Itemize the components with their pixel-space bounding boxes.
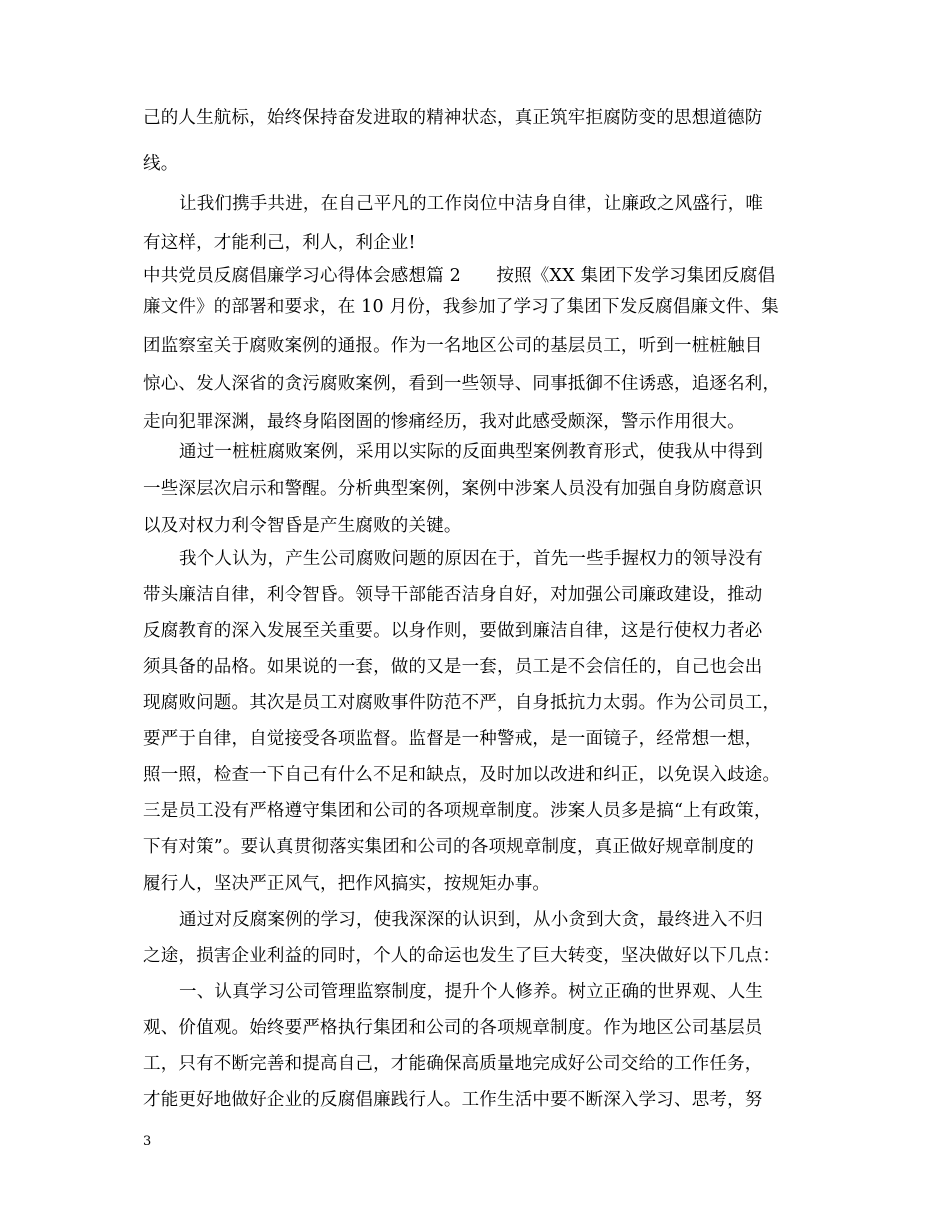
text-line: 照一照，检查一下自己有什么不足和缺点，及时加以改进和纠正，以免误入歧途。 [143, 765, 781, 785]
page-number: 3 [143, 1134, 152, 1149]
text-line: 观、价值观。始终要严格执行集团和公司的各项规章制度。作为地区公司基层员 [143, 1018, 763, 1038]
text-line: 之途，损害企业利益的同时，个人的命运也发生了巨大转变，坚决做好以下几点： [143, 946, 781, 966]
text-line: 己的人生航标，始终保持奋发进取的精神状态，真正筑牢拒腐防变的思想道德防 [143, 108, 763, 128]
text-line: 通过对反腐案例的学习，使我深深的认识到，从小贪到大贪，最终进入不归 [179, 910, 764, 930]
text-line: 现腐败问题。其次是员工对腐败事件防范不严，自身抵抗力太弱。作为公司员工， [143, 693, 781, 713]
text-line: 反腐教育的深入发展至关重要。以身作则，要做到廉洁自律，这是行使权力者必 [143, 621, 763, 641]
text-line: 三是员工没有严格遵守集团和公司的各项规章制度。涉案人员多是搞“上有政策， [143, 801, 772, 821]
text-line: 以及对权力利令智昏是产生腐败的关键。 [143, 516, 462, 536]
text-line: 走向犯罪深渊，最终身陷囹圄的惨痛经历，我对此感受颇深，警示作用很大。 [143, 412, 745, 432]
text-line: 带头廉洁自律，利令智昏。领导干部能否洁身自好，对加强公司廉政建设，推动 [143, 585, 763, 605]
text-line: 廉文件》的部署和要求，在 10 月份，我参加了学习了集团下发反腐倡廉文件、集 [143, 297, 779, 317]
text-line: 一、认真学习公司管理监察制度，提升个人修养。树立正确的世界观、人生 [179, 982, 764, 1002]
text-line: 须具备的品格。如果说的一套，做的又是一套，员工是不会信任的，自己也会出 [143, 657, 763, 677]
text-line: 通过一桩桩腐败案例，采用以实际的反面典型案例教育形式，使我从中得到 [179, 442, 764, 462]
text-line: 一些深层次启示和警醒。分析典型案例，案例中涉案人员没有加强自身防腐意识 [143, 479, 763, 499]
text-line: 要严于自律，自觉接受各项监督。监督是一种警戒，是一面镜子，经常想一想， [143, 729, 763, 749]
text-line: 下有对策”。要认真贯彻落实集团和公司的各项规章制度，真正做好规章制度的 [143, 837, 754, 857]
text-line: 团监察室关于腐败案例的通报。作为一名地区公司的基层员工，听到一桩桩触目 [143, 336, 763, 356]
text-line: 工，只有不断完善和提高自己，才能确保高质量地完成好公司交给的工作任务， [143, 1054, 763, 1074]
text-line: 我个人认为，产生公司腐败问题的原因在于，首先一些手握权力的领导没有 [179, 549, 764, 569]
text-line: 履行人，坚决严正风气，把作风搞实，按规矩办事。 [143, 874, 551, 894]
text-line: 惊心、发人深省的贪污腐败案例，看到一些领导、同事抵御不住诱惑，追逐名利， [143, 374, 781, 394]
text-line: 线。 [143, 154, 179, 174]
text-line: 有这样，才能利己，利人，利企业! [143, 233, 416, 253]
text-line: 才能更好地做好企业的反腐倡廉践行人。工作生活中要不断深入学习、思考，努 [143, 1090, 763, 1110]
section-heading-line: 中共党员反腐倡廉学习心得体会感想篇 2 按照《XX 集团下发学习集团反腐倡 [143, 266, 776, 286]
text-line: 让我们携手共进，在自己平凡的工作岗位中洁身自律，让廉政之风盛行，唯 [179, 194, 764, 214]
